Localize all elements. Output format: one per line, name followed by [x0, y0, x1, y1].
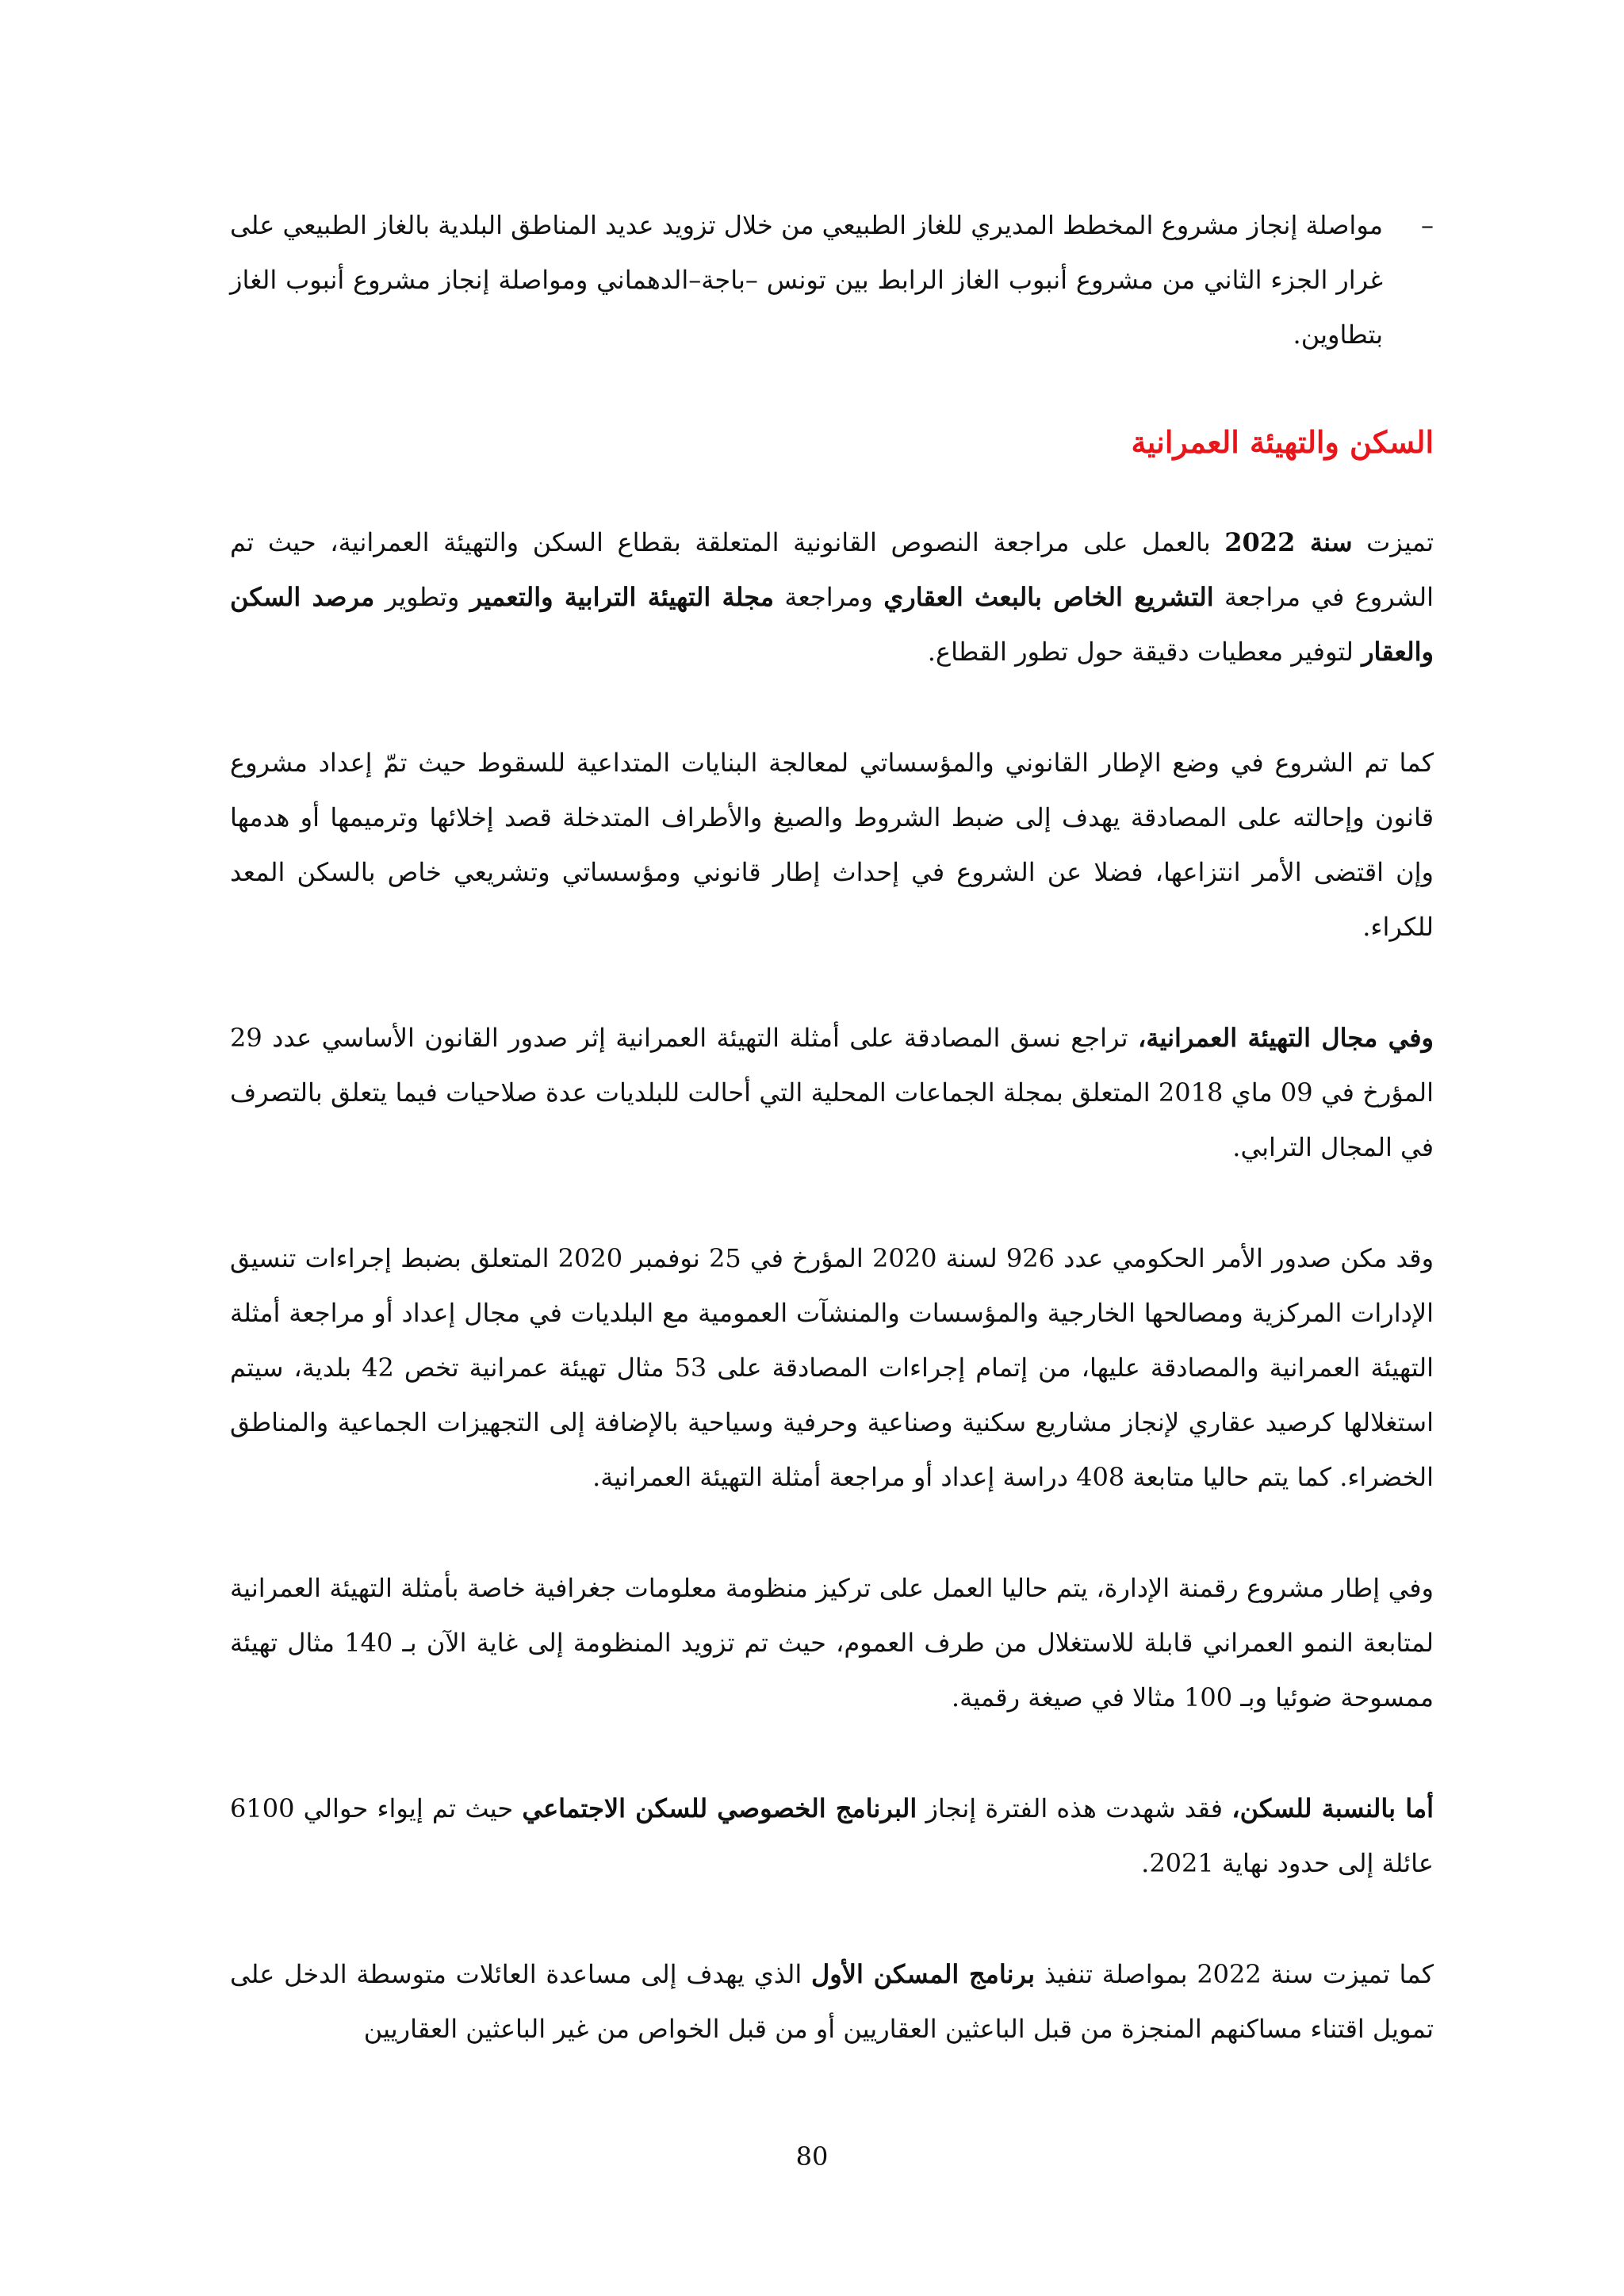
paragraph-social-housing [230, 1781, 1434, 1891]
bold-year: سنة 2022 [1224, 527, 1353, 557]
bold-social-housing-program: البرنامج الخصوصي للسكن الاجتماعي [522, 1793, 917, 1823]
bullet-item [230, 198, 1434, 362]
page-content [230, 198, 1434, 2113]
text-run: الذي يهدف إلى مساعدة العائلات متوسطة الدخل على تمويل اقتناء مساكنهم المنجزة من قبل الباعثين العقاريين أو من قبل الخواص من غير الباعثين العقاريين [230, 1959, 1434, 2044]
bold-first-home-program: برنامج المسكن الأول [810, 1959, 1036, 1989]
paragraph-government-decree: وقد مكن صدور الأمر الحكومي عدد 926 لسنة 2020 المؤرخ في 25 نوفمبر 2020 المتعلق بضبط إجراءات تنسيق الإدارات المركزية ومصالحها الخارجية والمؤسسات والمنشآت العمومية مع البلديات في مجال إعداد أو مراجعة أمثلة التهيئة العمرانية والمصادقة عليها، من إتمام إجراءات المصادقة على 53 مثال تهيئة عمرانية تخص 42 بلدية، سيتم استغلالها كرصيد عقاري لإنجاز مشاريع سكنية وصناعية وحرفية وسياحية بالإضافة إلى التجهيزات الجماعية والمناطق الخضراء. كما يتم حاليا متابعة 408 دراسة إعداد أو مراجعة أمثلة التهيئة العمرانية. [230, 1243, 1434, 1492]
text-run: تراجع نسق المصادقة على أمثلة التهيئة العمرانية إثر صدور القانون الأساسي عدد 29 المؤرخ في 09 ماي 2018 المتعلق بمجلة الجماعات المحلية التي أحالت للبلديات عدة صلاحيات فيما يتعلق بالتصرف في المجال الترابي. [230, 1023, 1434, 1162]
paragraph-dilapidated-buildings: كما تم الشروع في وضع الإطار القانوني والمؤسساتي لمعالجة البنايات المتداعية للسقوط حيث تمّ إعداد مشروع قانون وإحالته على المصادقة يهدف إلى ضبط الشروط والصيغ والأطراف المتدخلة قصد إخلائها وترميمها أو هدمها وإن اقتضى الأمر انتزاعها، فضلا عن الشروع في إحداث إطار قانوني ومؤسساتي وتشريعي خاص بالسكن المعد للكراء. [230, 748, 1434, 942]
paragraph-legislation [230, 515, 1434, 679]
paragraph-digitization: وفي إطار مشروع رقمنة الإدارة، يتم حاليا العمل على تركيز منظومة معلومات جغرافية خاصة بأمثلة التهيئة العمرانية لمتابعة النمو العمراني قابلة للاستغلال من طرف العموم، حيث تم تزويد المنظومة إلى غاية الآن بـ 140 مثال تهيئة ممسوحة ضوئيا وبـ 100 مثالا في صيغة رقمية. [230, 1573, 1434, 1712]
paragraph-first-home-program [230, 1947, 1434, 2057]
text-run: لتوفير معطيات دقيقة حول تطور القطاع. [927, 637, 1362, 667]
text-run: وتطوير [374, 582, 470, 612]
text-run: فقد شهدت هذه الفترة إنجاز [917, 1793, 1232, 1823]
text-run: تميزت [1352, 527, 1434, 557]
text-run: حيث تم إيواء حوالي 6100 عائلة إلى حدود نهاية 2021. [230, 1793, 1434, 1878]
bold-housing-observatory: مرصد السكن والعقار [230, 582, 1434, 667]
bold-planning-code: مجلة التهيئة الترابية والتعمير [469, 582, 775, 612]
text-run: كما تميزت سنة 2022 بمواصلة تنفيذ [1035, 1959, 1434, 1989]
bold-housing-lead: أما بالنسبة للسكن، [1231, 1793, 1434, 1823]
bullet-dash: – [1421, 210, 1434, 240]
bold-urban-planning-lead: وفي مجال التهيئة العمرانية، [1138, 1023, 1434, 1053]
paragraph-urban-planning [230, 1011, 1434, 1175]
text-run: ومراجعة [774, 582, 884, 612]
bold-real-estate-law: التشريع الخاص بالبعث العقاري [883, 582, 1214, 612]
page-number: 80 [795, 2141, 829, 2172]
text-run: بالعمل على مراجعة النصوص القانونية المتعلقة بقطاع السكن والتهيئة العمرانية، حيث تم الشروع في مراجعة [230, 527, 1434, 612]
section-title: السكن والتهيئة العمرانية [1131, 424, 1434, 460]
bullet-text: مواصلة إنجاز مشروع المخطط المديري للغاز الطبيعي من خلال تزويد عديد المناطق البلدية بالغاز الطبيعي على غرار الجزء الثاني من مشروع أنبوب الغاز الرابط بين تونس –باجة–الدهماني ومواصلة إنجاز مشروع أنبوب الغاز بتطاوين. [230, 210, 1383, 350]
